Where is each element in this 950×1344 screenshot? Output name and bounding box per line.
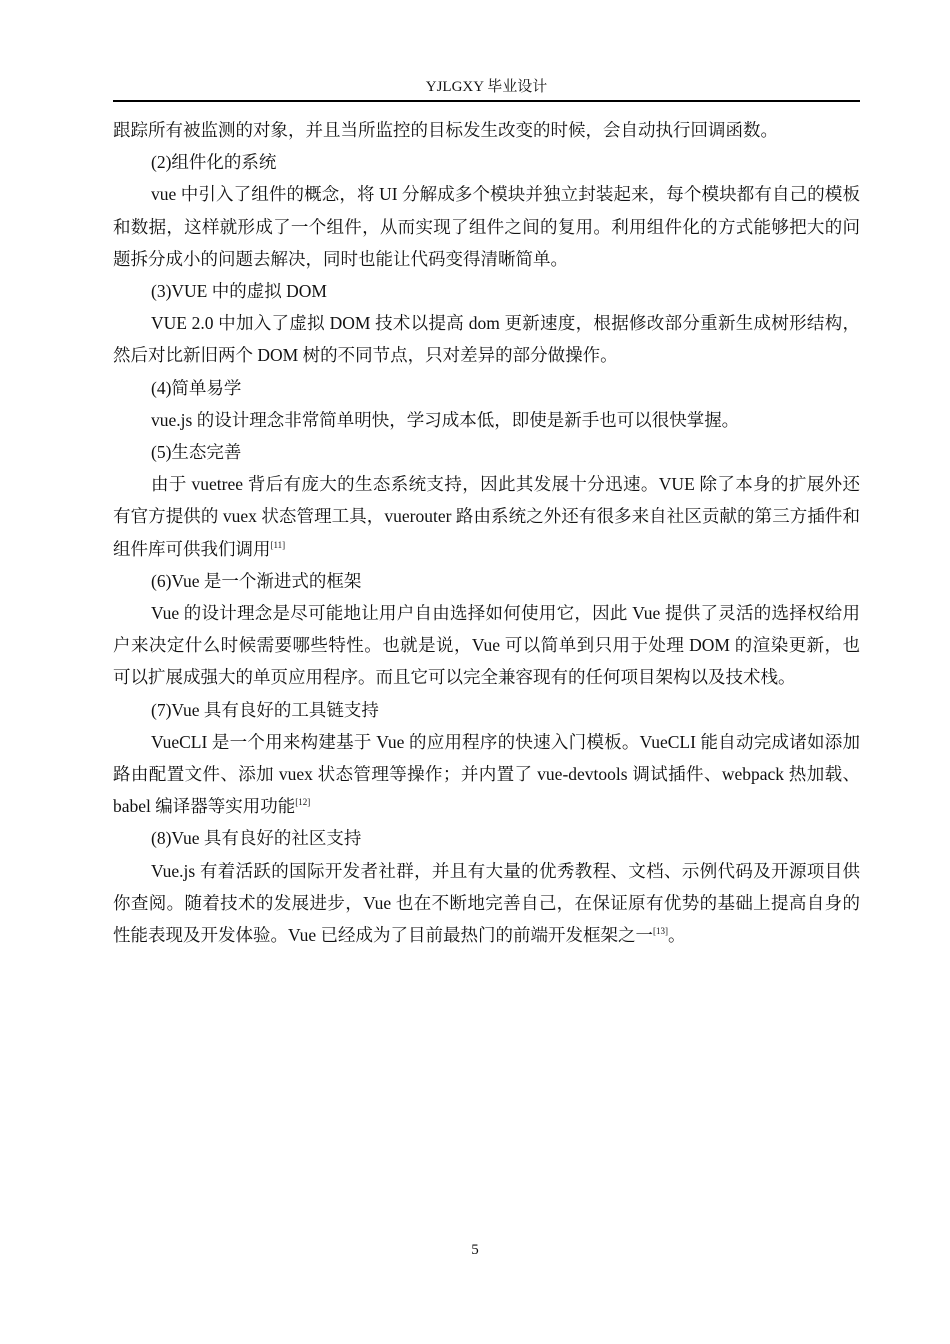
paragraph-components: vue 中引入了组件的概念，将 UI 分解成多个模块并独立封装起来，每个模块都有自己的模板和数据，这样就形成了一个组件，从而实现了组件之间的复用。利用组件化的方式能够把大的问题拆分成小的问题去解决，同时也能让代码变得清晰简单。 bbox=[113, 184, 860, 269]
section-heading-4: (4)简单易学 bbox=[151, 377, 242, 398]
citation-11: [11] bbox=[270, 539, 286, 550]
paragraph-continuation: 跟踪所有被监测的对象，并且当所监控的目标发生改变的时候，会自动执行回调函数。 bbox=[113, 120, 778, 140]
citation-12: [12] bbox=[295, 797, 311, 808]
paragraph-ecosystem: 由于 vuetree 背后有庞大的生态系统支持，因此其发展十分迅速。VUE 除了本身的扩展外还有官方提供的 vuex 状态管理工具，vuerouter 路由系统之外还有很多来自社区贡献的第三方插件和组件库可供我们调用[11] bbox=[113, 474, 860, 559]
header-rule bbox=[113, 100, 860, 102]
section-heading-6: (6)Vue 是一个渐进式的框架 bbox=[151, 570, 362, 591]
document-body bbox=[113, 114, 860, 951]
section-heading-8: (8)Vue 具有良好的社区支持 bbox=[151, 828, 362, 849]
paragraph-virtual-dom: VUE 2.0 中加入了虚拟 DOM 技术以提高 dom 更新速度，根据修改部分重新生成树形结构，然后对比新旧两个 DOM 树的不同节点，只对差异的部分做操作。 bbox=[113, 313, 860, 366]
paragraph-progressive: Vue 的设计理念是尽可能地让用户自由选择如何使用它，因此 Vue 提供了灵活的选择权给用户来决定什么时候需要哪些特性。也就是说，Vue 可以简单到只用于处理 DOM 的渲染更新，也可以扩展成强大的单页应用程序。而且它可以完全兼容现有的任何项目架构以及技术栈。 bbox=[113, 603, 860, 688]
section-heading-5: (5)生态完善 bbox=[151, 442, 242, 463]
page-number: 5 bbox=[471, 1242, 479, 1258]
section-heading-7: (7)Vue 具有良好的工具链支持 bbox=[151, 699, 379, 720]
citation-13: [13] bbox=[652, 926, 668, 937]
section-heading-3: (3)VUE 中的虚拟 DOM bbox=[151, 281, 327, 302]
paragraph-easy-to-learn: vue.js 的设计理念非常简单明快，学习成本低，即使是新手也可以很快掌握。 bbox=[151, 409, 740, 430]
paragraph-toolchain: VueCLI 是一个用来构建基于 Vue 的应用程序的快速入门模板。VueCLI 能自动完成诸如添加路由配置文件、添加 vuex 状态管理等操作；并内置了 vue-devtools 调试插件、webpack 热加载、babel 编译器等实用功能[12] bbox=[113, 731, 860, 817]
page-header: YJLGXY 毕业设计 bbox=[425, 79, 548, 95]
section-heading-2: (2)组件化的系统 bbox=[151, 152, 277, 173]
paragraph-community: Vue.js 有着活跃的国际开发者社群，并且有大量的优秀教程、文档、示例代码及开源项目供你查阅。随着技术的发展进步，Vue 也在不断地完善自己，在保证原有优势的基础上提高自身的性能表现及开发体验。Vue 已经成为了目前最热门的前端开发框架之一[13]。 bbox=[113, 860, 860, 946]
